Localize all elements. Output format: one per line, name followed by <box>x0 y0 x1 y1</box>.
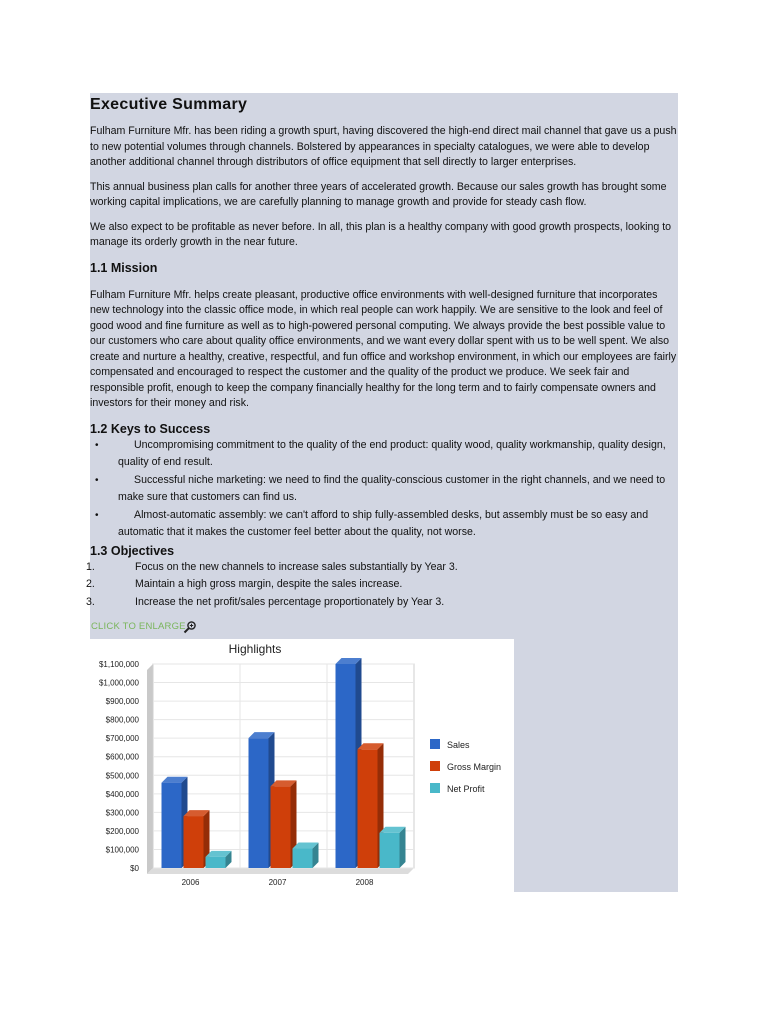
x-tick-label: 2007 <box>268 878 287 887</box>
mission-paragraph: Fulham Furniture Mfr. helps create pleasant, productive office environments with well-designed furniture that incorporates new technology into the classic office mode, in which real people can work happily. We are sensitive to the look and feel of good wood and fine furniture as well as to high-powered personal computing. We always provide the best possible value to our customers who care about quality office environments, and we want every dollar spent with us to be well spent. We also create and nurture a healthy, creative, respectful, and fun office and workshop environment, in which our employees are fairly compensated and encouraged to respect the customer and the quality of the product we produce. We seek fair and responsible profit, enough to keep the company financially healthy for the long term and to fairly compensate owners and investors for their money and risk. <box>90 288 677 409</box>
chart-title: Highlights <box>228 642 282 656</box>
bar <box>271 786 291 868</box>
bar <box>206 857 226 868</box>
y-tick-label: $0 <box>130 864 139 873</box>
legend-label: Sales <box>447 740 470 750</box>
bullet-icon: • <box>95 509 99 521</box>
objectives-list-item <box>86 576 678 594</box>
y-tick-label: $800,000 <box>105 715 139 725</box>
bullet-icon: • <box>95 439 99 451</box>
objective-text: Focus on the new channels to increase sales substantially by Year 3. <box>135 560 458 573</box>
document-body <box>86 93 678 611</box>
keys-list-item <box>90 472 678 507</box>
legend-label: Net Profit <box>447 784 485 794</box>
y-tick-label: $500,000 <box>105 771 139 781</box>
keys-list-item <box>90 437 678 472</box>
keys-item-text: Successful niche marketing: we need to find the quality-conscious customer in the right channels, and we need to make sure that customers can find us. <box>118 473 666 503</box>
summary-paragraph-2: This annual business plan calls for another three years of accelerated growth. Because our sales growth has brought some working capital implications, we are carefully planning to manage growth and provide for steady cash flow. <box>90 180 667 208</box>
click-to-enlarge-link[interactable]: CLICK TO ENLARGE <box>91 621 186 632</box>
magnifier-icon[interactable] <box>183 620 197 634</box>
keys-list <box>90 437 678 542</box>
y-tick-label: $1,100,000 <box>98 660 139 669</box>
executive-summary-heading: Executive Summary <box>90 96 248 113</box>
y-tick-label: $600,000 <box>105 752 139 762</box>
bar-side <box>400 827 406 868</box>
bar <box>162 783 182 868</box>
keys-item-text: Uncompromising commitment to the quality of the end product: quality wood, quality workmanship, quality design, quality of end result. <box>118 438 666 468</box>
bar <box>184 816 204 868</box>
objective-number: 1. <box>86 560 95 573</box>
bar <box>358 749 378 868</box>
legend-swatch <box>430 739 440 749</box>
highlights-chart[interactable] <box>90 639 514 892</box>
legend-label: Gross Margin <box>447 762 502 772</box>
keys-item-text: Almost-automatic assembly: we can't afford to ship fully-assembled desks, but assembly must be so easy and automatic that it makes the customer feel better about the quality, not worse. <box>118 508 649 538</box>
y-tick-label: $200,000 <box>105 826 139 836</box>
summary-paragraph-3: We also expect to be profitable as never before. In all, this plan is a healthy company with good growth prospects, looking to manage its orderly growth in the near future. <box>90 220 672 248</box>
y-tick-label: $300,000 <box>105 808 139 818</box>
objectives-list <box>86 559 678 612</box>
bullet-icon: • <box>95 474 99 486</box>
objectives-list-item <box>86 559 678 577</box>
objective-number: 2. <box>86 578 95 590</box>
bar <box>293 849 313 868</box>
bar <box>249 738 269 868</box>
y-tick-label: $400,000 <box>105 789 139 799</box>
chart-floor <box>147 868 414 874</box>
objective-number: 3. <box>86 595 95 608</box>
objectives-list-item <box>86 594 678 612</box>
y-tick-label: $700,000 <box>105 734 139 744</box>
x-tick-label: 2008 <box>355 878 374 887</box>
chart-side-wall <box>147 664 153 874</box>
keys-heading: 1.2 Keys to Success <box>90 421 211 436</box>
objective-text: Maintain a high gross margin, despite the sales increase. <box>135 578 403 590</box>
objective-text: Increase the net profit/sales percentage proportionately by Year 3. <box>135 595 445 608</box>
x-tick-label: 2006 <box>181 878 200 887</box>
y-tick-label: $100,000 <box>105 845 139 855</box>
summary-paragraph-1: Fulham Furniture Mfr. has been riding a growth spurt, having discovered the high-end direct mail channel that gave us a push to new potential volumes through channels. Bolstered by appearances in specialty catalogues, we were able to develop another additional channel through distributors of office equipment that sell directly to larger enterprises. <box>90 125 677 168</box>
y-tick-label: $1,000,000 <box>98 678 139 688</box>
y-tick-label: $900,000 <box>105 697 139 707</box>
keys-list-item <box>90 507 678 542</box>
bar <box>380 833 400 868</box>
mission-heading: 1.1 Mission <box>90 260 158 275</box>
chart-canvas <box>90 639 514 892</box>
bar <box>336 664 356 868</box>
objectives-heading: 1.3 Objectives <box>90 543 175 558</box>
legend-swatch <box>430 783 440 793</box>
legend-swatch <box>430 761 440 771</box>
